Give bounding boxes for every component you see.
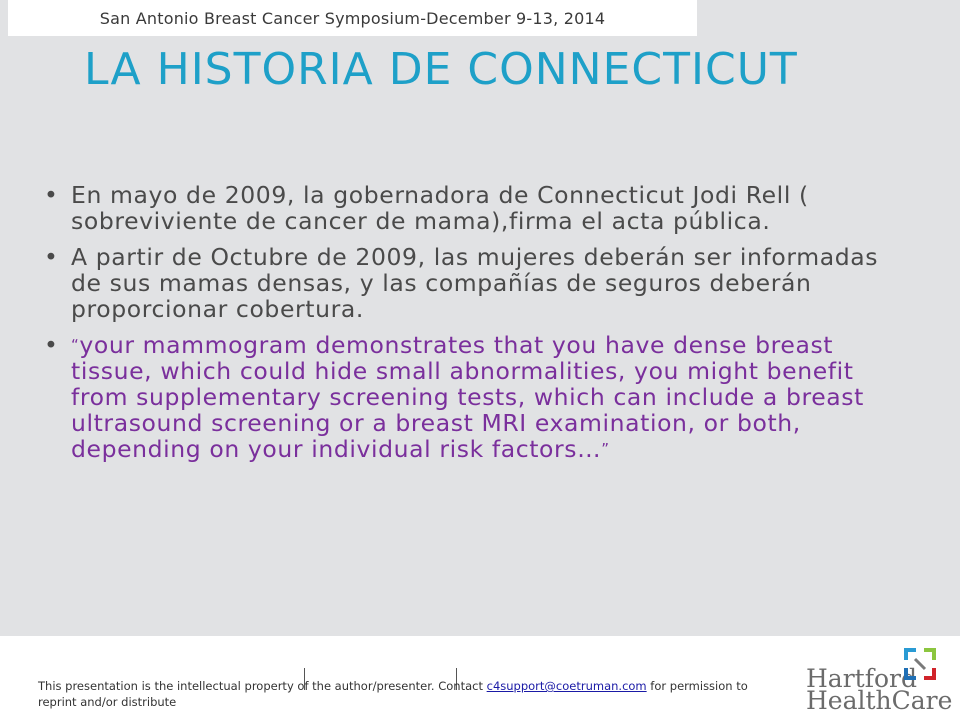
- hartford-healthcare-logo: [806, 648, 953, 715]
- slide-title: LA HISTORIA DE CONNECTICUT: [84, 44, 798, 95]
- bullet-text: A partir de Octubre de 2009, las mujeres deberán ser informadas de sus mamas densas, y las compañías de seguros deberán proporcionar cobertura.: [71, 243, 879, 323]
- close-quote-mark: ”: [601, 440, 610, 458]
- bullet-glyph: •: [44, 243, 59, 271]
- quote-item: [44, 332, 910, 462]
- contact-email-link[interactable]: c4support@coetruman.com: [486, 679, 647, 693]
- bullet-item: [44, 182, 910, 234]
- bullet-item: [44, 244, 910, 322]
- bullet-glyph: •: [44, 331, 59, 359]
- logo-mark-icon: [904, 648, 938, 680]
- copyright-notice: [38, 678, 778, 710]
- copyright-text-end: for permission to reprint and/or distribute: [38, 679, 748, 709]
- logo-word-healthcare: HealthCare: [806, 686, 953, 715]
- logo-word-hartford: Hartford: [806, 664, 917, 693]
- quote-text: your mammogram demonstrates that you have dense breast tissue, which could hide small abnormalities, you might benefit from supplementary screening tests, which can include a breast ultrasound screening or a breast MRI examination, or both, depending on your individual risk factors…: [71, 331, 864, 463]
- symposium-title: San Antonio Breast Cancer Symposium-December 9-13, 2014: [99, 8, 606, 28]
- open-quote-mark: “: [71, 336, 80, 354]
- copyright-text: This presentation is the intellectual property of the author/presenter. Contact: [38, 679, 487, 693]
- bullet-list: [44, 182, 910, 472]
- header-banner: [8, 0, 697, 36]
- bullet-glyph: •: [44, 181, 59, 209]
- footer: [0, 636, 960, 720]
- bullet-text: En mayo de 2009, la gobernadora de Connecticut Jodi Rell ( sobreviviente de cancer de mama),firma el acta pública.: [71, 181, 809, 235]
